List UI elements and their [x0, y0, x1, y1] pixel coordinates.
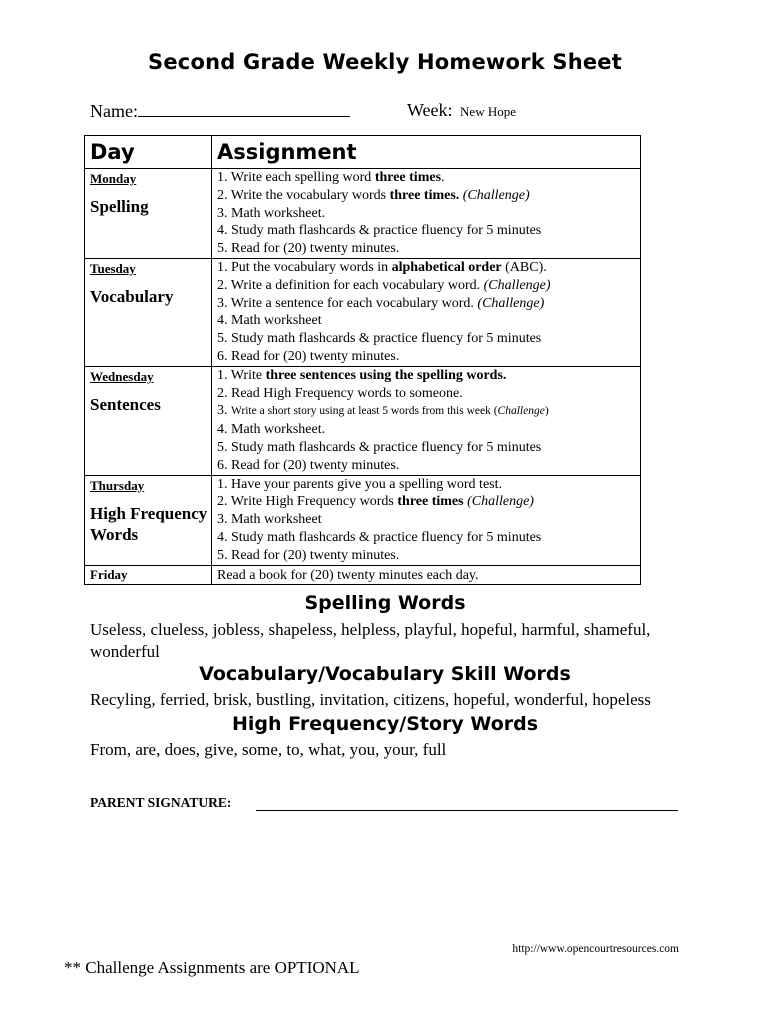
name-field [90, 100, 350, 122]
day-name: Wednesday [90, 368, 154, 384]
task-item [217, 169, 640, 187]
task-text: 5. Study math flashcards & practice fluency for 5 minutes [217, 439, 542, 455]
table-row [85, 169, 641, 259]
name-blank-line[interactable] [138, 100, 350, 117]
task-list [217, 169, 640, 258]
day-cell [85, 366, 212, 475]
assignment-cell [212, 366, 641, 475]
task-text-end: . [441, 170, 445, 185]
task-text: 4. Math worksheet [217, 313, 322, 329]
assignment-cell [212, 475, 641, 565]
name-label: Name: [90, 101, 138, 121]
task-text: 4. Math worksheet. [217, 422, 326, 438]
day-name: Friday [90, 566, 128, 582]
challenge-tag: (Challenge) [473, 295, 545, 311]
vocabulary-words-list: Recyling, ferried, brisk, bustling, invitation, citizens, hopeful, wonderful, hopeless [90, 690, 651, 709]
task-emphasis: three times [374, 170, 442, 185]
task-item [217, 457, 640, 475]
task-item [217, 259, 640, 277]
task-text-end: (ABC). [501, 259, 547, 275]
task-item [217, 385, 640, 403]
day-subject: Vocabulary [90, 286, 174, 306]
homework-table [84, 135, 641, 585]
task-item [217, 529, 640, 547]
task-text: 2. Write the vocabulary words [217, 187, 390, 203]
high-frequency-words-list: From, are, does, give, some, to, what, you, your, full [90, 740, 447, 759]
day-cell [85, 565, 212, 584]
assignment-cell [212, 565, 641, 584]
task-emphasis: three times. [389, 187, 460, 203]
task-text: 1. Write each spelling word [217, 170, 375, 185]
task-text: 6. Read for (20) twenty minutes. [217, 348, 400, 364]
task-emphasis: alphabetical order [391, 259, 502, 275]
task-item [217, 367, 640, 385]
task-item [217, 312, 640, 330]
challenge-tag: (Challenge) [459, 187, 530, 203]
table-body [85, 169, 641, 585]
table-row [85, 475, 641, 565]
high-frequency-words-heading: High Frequency/Story Words [231, 713, 539, 735]
day-header: Day [85, 136, 212, 169]
table-row [85, 366, 641, 475]
task-text: 5. Study math flashcards & practice fluency for 5 minutes [217, 331, 542, 347]
task-item [217, 547, 640, 565]
day-cell [85, 258, 212, 366]
task-emphasis: three times [397, 494, 464, 510]
task-list [217, 259, 640, 366]
table-header-row [85, 136, 641, 169]
task-text-end: ) [544, 405, 549, 418]
task-item [217, 295, 640, 313]
parent-signature-line[interactable] [256, 810, 678, 811]
task-text: 3. [217, 403, 231, 419]
task-item [217, 348, 640, 366]
week-label: Week: [407, 100, 453, 120]
source-url: http://www.opencourtresources.com [512, 943, 679, 955]
task-text-small: Write a short story using at least 5 words from this week ( [231, 405, 498, 418]
day-name: Thursday [90, 477, 145, 493]
task-text: 2. Write High Frequency words [217, 494, 398, 510]
page-title: Second Grade Weekly Homework Sheet [148, 50, 622, 74]
day-subject: Sentences [90, 394, 161, 414]
task-text: 2. Write a definition for each vocabulary word. [217, 277, 481, 293]
day-cell [85, 169, 212, 259]
table-row-friday [85, 565, 641, 584]
task-text: 3. Math worksheet [217, 512, 322, 528]
task-text: 6. Read for (20) twenty minutes. [217, 457, 400, 473]
table-row [85, 258, 641, 366]
task-item [217, 421, 640, 439]
task-item [217, 493, 640, 511]
task-item [217, 240, 640, 258]
task-text: Read a book for (20) twenty minutes each day. [217, 567, 479, 583]
task-list [217, 476, 640, 565]
task-item [217, 439, 640, 457]
task-item [217, 330, 640, 348]
challenge-tag: Challenge [497, 405, 545, 418]
task-emphasis: three sentences using the spelling words. [265, 367, 507, 383]
task-text: 4. Study math flashcards & practice fluency for 5 minutes [217, 223, 542, 239]
assignment-cell [212, 169, 641, 259]
day-subject: High Frequency Words [90, 503, 208, 544]
assignment-header: Assignment [212, 136, 641, 169]
spelling-words-list: Useless, clueless, jobless, shapeless, helpless, playful, hopeful, harmful, shameful, wonderful [90, 620, 651, 661]
task-item [217, 205, 640, 223]
task-item [217, 402, 640, 421]
task-item [217, 511, 640, 529]
day-name: Monday [90, 171, 137, 186]
task-text: 5. Read for (20) twenty minutes. [217, 547, 400, 563]
task-text: 2. Read High Frequency words to someone. [217, 385, 463, 401]
task-item [217, 277, 640, 295]
task-item [217, 222, 640, 240]
challenge-note: ** Challenge Assignments are OPTIONAL [64, 958, 360, 977]
task-item [217, 476, 640, 494]
task-text: 4. Study math flashcards & practice fluency for 5 minutes [217, 529, 542, 545]
day-subject: Spelling [90, 197, 149, 216]
task-text: 3. Write a sentence for each vocabulary word. [217, 295, 474, 311]
challenge-tag: (Challenge) [480, 277, 551, 293]
challenge-tag: (Challenge) [463, 494, 534, 510]
week-value: New Hope [460, 104, 516, 119]
task-item [217, 187, 640, 205]
task-list [217, 367, 640, 475]
task-text: 1. Write [217, 367, 266, 383]
parent-signature-label: PARENT SIGNATURE: [90, 795, 232, 810]
spelling-words-heading: Spelling Words [304, 592, 466, 614]
task-text: 5. Read for (20) twenty minutes. [217, 241, 400, 257]
task-text: 1. Put the vocabulary words in [217, 259, 392, 275]
task-text: 3. Math worksheet. [217, 205, 326, 221]
assignment-cell [212, 258, 641, 366]
day-name: Tuesday [90, 260, 136, 276]
vocabulary-words-heading: Vocabulary/Vocabulary Skill Words [199, 663, 571, 685]
day-cell [85, 475, 212, 565]
task-text: 1. Have your parents give you a spelling word test. [217, 476, 502, 492]
week-field [407, 100, 516, 121]
